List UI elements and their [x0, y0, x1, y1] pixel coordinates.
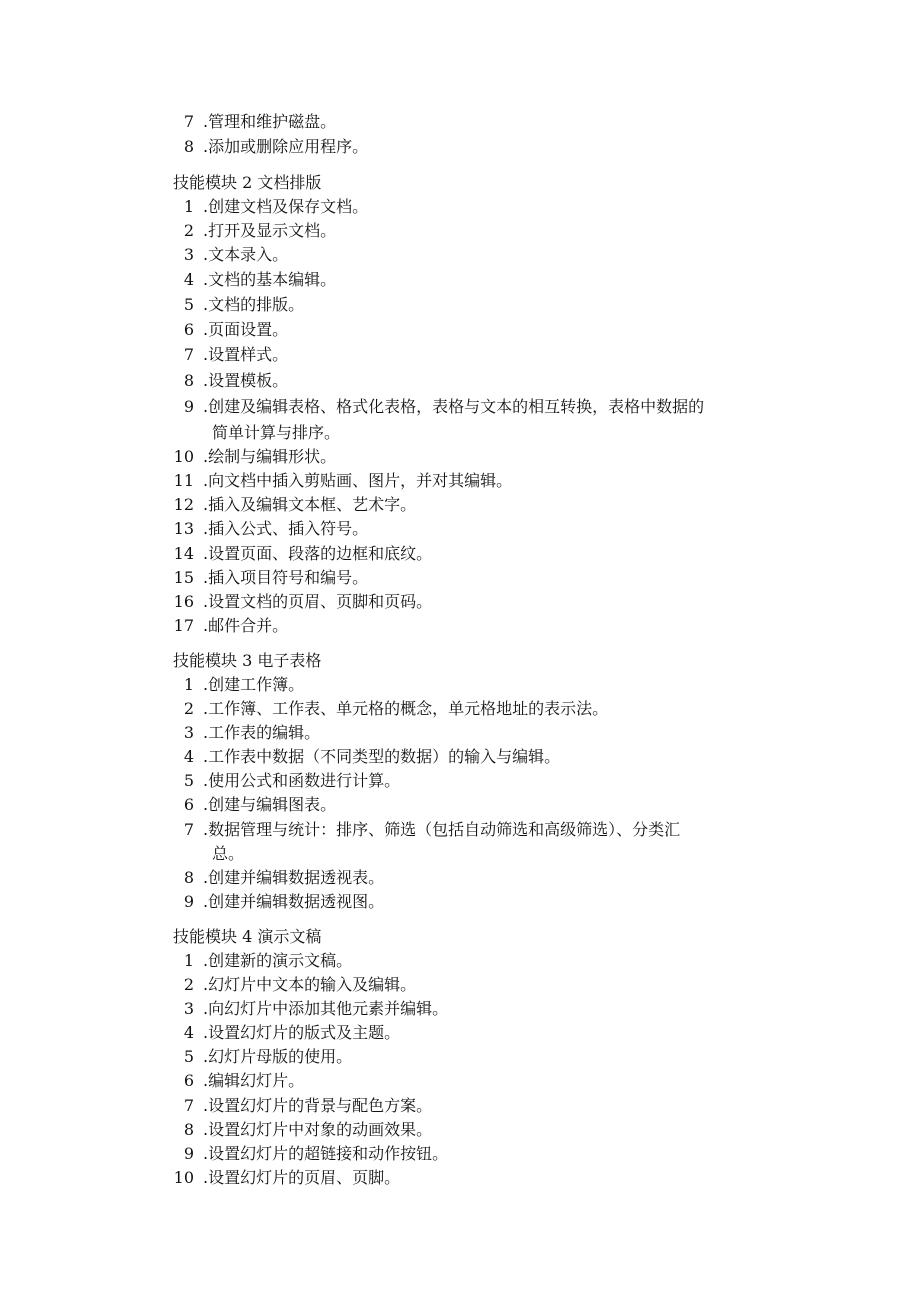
item-text: .设置样式。	[203, 345, 289, 364]
item-text: .工作表中数据（不同类型的数据）的输入与编辑。	[203, 747, 561, 766]
item-number: 5	[183, 295, 194, 314]
item-text: .幻灯片母版的使用。	[203, 1047, 353, 1066]
item-number: 6	[183, 1071, 194, 1090]
item-number: 7	[183, 345, 194, 364]
item-text: .设置模板。	[203, 371, 289, 390]
item-number: 8	[183, 371, 194, 390]
item-text: .设置幻灯片的背景与配色方案。	[203, 1096, 433, 1115]
item-number: 8	[183, 1120, 194, 1139]
item-text: .向幻灯片中添加其他元素并编辑。	[203, 999, 449, 1018]
item-number: 7	[183, 820, 194, 839]
item-number: 6	[183, 320, 194, 339]
item-number: 12	[173, 495, 194, 514]
item-text: .文本录入。	[203, 245, 289, 264]
item-number: 8	[183, 868, 194, 887]
item-number: 2	[183, 699, 194, 718]
item-text: .管理和维护磁盘。	[203, 112, 337, 131]
item-text: .插入公式、插入符号。	[203, 519, 369, 538]
item-text: .插入项目符号和编号。	[203, 568, 369, 587]
item-text: .创建及编辑表格、格式化表格，表格与文本的相互转换，表格中数据的	[203, 397, 705, 416]
item-text: .幻灯片中文本的输入及编辑。	[203, 975, 417, 994]
item-number: 17	[173, 616, 194, 635]
item-number: 10	[173, 447, 194, 466]
item-text: .邮件合并。	[203, 616, 289, 635]
item-text: .文档的排版。	[203, 295, 305, 314]
item-number: 5	[183, 771, 194, 790]
section-heading: 技能模块 3 电子表格	[173, 651, 322, 670]
item-number: 6	[183, 795, 194, 814]
item-number: 14	[173, 544, 194, 563]
item-number: 15	[173, 568, 194, 587]
item-number: 7	[183, 1096, 194, 1115]
item-text: .设置幻灯片的页眉、页脚。	[203, 1168, 401, 1187]
item-text: .设置页面、段落的边框和底纹。	[203, 544, 433, 563]
item-text: .创建工作簿。	[203, 675, 305, 694]
item-number: 4	[183, 270, 194, 289]
item-number: 1	[183, 951, 194, 970]
item-text: .打开及显示文档。	[203, 221, 337, 240]
item-text: .创建并编辑数据透视表。	[203, 868, 385, 887]
item-number: 9	[183, 397, 194, 416]
item-number: 9	[183, 892, 194, 911]
section-heading: 技能模块 4 演示文稿	[173, 927, 322, 946]
item-text: .编辑幻灯片。	[203, 1071, 305, 1090]
item-number: 2	[183, 221, 194, 240]
item-number: 9	[183, 1144, 194, 1163]
item-text: .创建并编辑数据透视图。	[203, 892, 385, 911]
item-text: .设置幻灯片的超链接和动作按钮。	[203, 1144, 449, 1163]
item-number: 5	[183, 1047, 194, 1066]
item-text: .向文档中插入剪贴画、图片，并对其编辑。	[203, 471, 513, 490]
item-number: 2	[183, 975, 194, 994]
item-number: 3	[183, 999, 194, 1018]
item-text: .添加或删除应用程序。	[203, 137, 369, 156]
item-text: .工作簿、工作表、单元格的概念，单元格地址的表示法。	[203, 699, 609, 718]
item-text: .设置文档的页眉、页脚和页码。	[203, 592, 433, 611]
item-number: 7	[183, 112, 194, 131]
item-text: .数据管理与统计：排序、筛选（包括自动筛选和高级筛选）、分类汇	[203, 820, 681, 839]
item-text: .插入及编辑文本框、艺术字。	[203, 495, 417, 514]
item-number: 11	[173, 471, 194, 490]
item-text: .工作表的编辑。	[203, 723, 321, 742]
item-number: 16	[173, 592, 194, 611]
item-text-continuation: 总。	[212, 844, 245, 863]
item-text: .使用公式和函数进行计算。	[203, 771, 401, 790]
item-text: .创建与编辑图表。	[203, 795, 337, 814]
item-text: .文档的基本编辑。	[203, 270, 337, 289]
item-number: 4	[183, 1023, 194, 1042]
item-text: .设置幻灯片中对象的动画效果。	[203, 1120, 433, 1139]
item-number: 4	[183, 747, 194, 766]
item-number: 1	[183, 197, 194, 216]
item-number: 13	[173, 519, 194, 538]
item-text: .绘制与编辑形状。	[203, 447, 337, 466]
item-text: .设置幻灯片的版式及主题。	[203, 1023, 401, 1042]
item-number: 3	[183, 723, 194, 742]
item-text: .创建文档及保存文档。	[203, 197, 369, 216]
item-number: 3	[183, 245, 194, 264]
item-number: 8	[183, 137, 194, 156]
item-text-continuation: 简单计算与排序。	[212, 423, 341, 442]
item-number: 1	[183, 675, 194, 694]
item-text: .页面设置。	[203, 320, 289, 339]
section-heading: 技能模块 2 文档排版	[173, 173, 322, 192]
item-number: 10	[173, 1168, 194, 1187]
item-text: .创建新的演示文稿。	[203, 951, 353, 970]
